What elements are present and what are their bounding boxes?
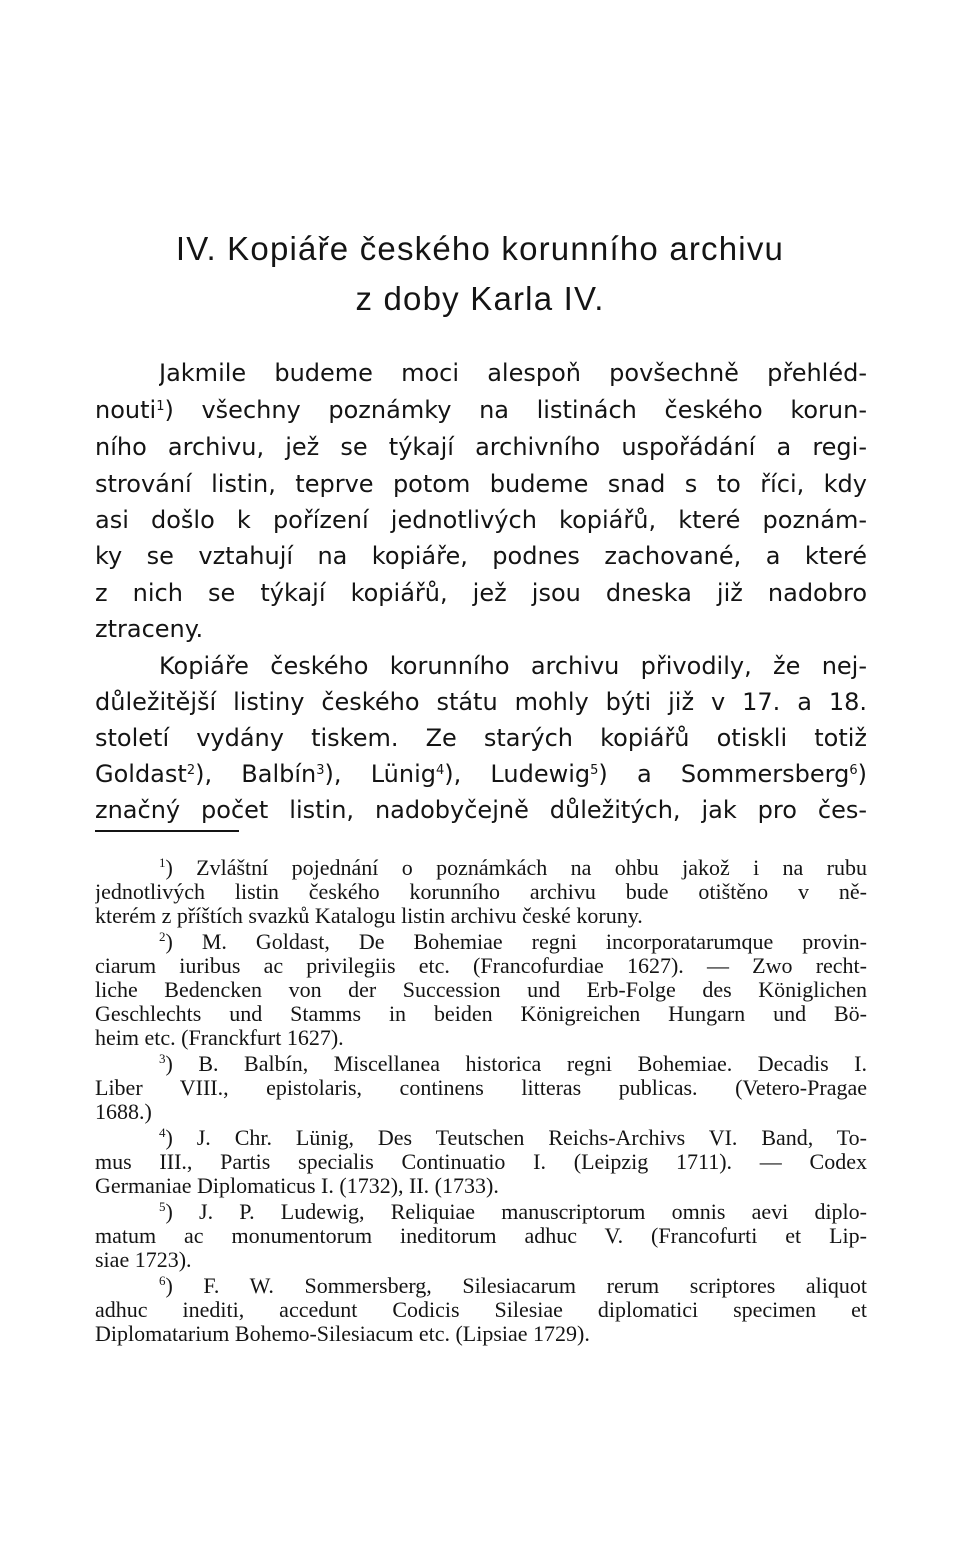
footnote-line: Liber VIII., epistolaris, continens litteras publicas. (Vetero-Pragae (95, 1076, 867, 1100)
body-line: ního archivu, jež se týkají archivního uspořádání a regi- (95, 433, 867, 461)
footnote-separator (95, 830, 239, 832)
body-line: z nich se týkají kopiářů, jež jsou dneska již nadobro (95, 579, 867, 607)
chapter-title-line-2: z doby Karla IV. (355, 280, 605, 317)
body-line: strování listin, teprve potom budeme snad s to říci, kdy (95, 470, 867, 498)
chapter-title-line-1: IV. Kopiáře českého korunního archivu (175, 230, 785, 267)
body-line: důležitější listiny českého státu mohly býti již v 17. a 18. (95, 688, 867, 716)
body-line: nouti$^1$) všechny poznámky na listinách českého korun- (95, 396, 867, 424)
footnote-line: ciarum iuribus ac privilegiis etc. (Francofurdiae 1627). — Zwo recht- (95, 954, 867, 978)
body-line: Jakmile budeme moci alespoň povšechně přehléd- (159, 359, 867, 387)
footnote-line: jednotlivých listin českého korunního archivu bude otištěno v ně- (95, 880, 867, 904)
footnote-line: $^6$) F. W. Sommersberg, Silesiacarum rerum scriptores aliquot (159, 1274, 867, 1298)
footnote-line: adhuc inediti, accedunt Codicis Silesiae diplomatici specimen et (95, 1298, 867, 1322)
footnote-line: $^1$) Zvláštní pojednání o poznámkách na ohbu jakož i na rubu (159, 856, 867, 880)
footnote-line: matum ac monumentorum ineditorum adhuc V. (Francofurti et Lip- (95, 1224, 867, 1248)
footnote-line: mus III., Partis specialis Continuatio I. (Leipzig 1711). — Codex (95, 1150, 867, 1174)
body-line: Goldast$^2$), Balbín$^3$), Lünig$^4$), Ludewig$^5$) a Sommersberg$^6$) (95, 760, 867, 788)
footnote-line: $^5$) J. P. Ludewig, Reliquiae manuscriptorum omnis aevi diplo- (159, 1200, 867, 1224)
footnote-line: heim etc. (Franckfurt 1627). (95, 1026, 344, 1050)
footnote-line: liche Bedencken von der Succession und Erb-Folge des Königlichen (95, 978, 867, 1002)
footnote-line: $^4$) J. Chr. Lünig, Des Teutschen Reichs-Archivs VI. Band, To- (159, 1126, 867, 1150)
body-line: Kopiáře českého korunního archivu přivodily, že nej- (159, 652, 867, 680)
footnote-line: Diplomatarium Bohemo-Silesiacum etc. (Lipsiae 1729). (95, 1322, 590, 1346)
body-line: ztraceny. (95, 615, 204, 643)
footnote-line: Germaniae Diplomaticus I. (1732), II. (1733). (95, 1174, 499, 1198)
body-line: ky se vztahují na kopiáře, podnes zachované, a které (95, 542, 867, 570)
footnote-line: Geschlechts und Stamms in beiden Königreichen Hungarn und Bö- (95, 1002, 867, 1026)
footnote-line: kterém z příštích svazků Katalogu listin archivu české koruny. (95, 904, 643, 928)
footnote-line: $^3$) B. Balbín, Miscellanea historica regni Bohemiae. Decadis I. (159, 1052, 867, 1076)
footnote-line: $^2$) M. Goldast, De Bohemiae regni incorporatarumque provin- (159, 930, 867, 954)
footnote-line: 1688.) (95, 1100, 152, 1124)
body-line: asi došlo k pořízení jednotlivých kopiářů, které poznám- (95, 506, 867, 534)
body-line: značný počet listin, nadobyčejně důležitých, jak pro čes- (95, 796, 867, 824)
body-line: století vydány tiskem. Ze starých kopiářů otiskli totiž (95, 724, 867, 752)
footnote-line: siae 1723). (95, 1248, 192, 1272)
